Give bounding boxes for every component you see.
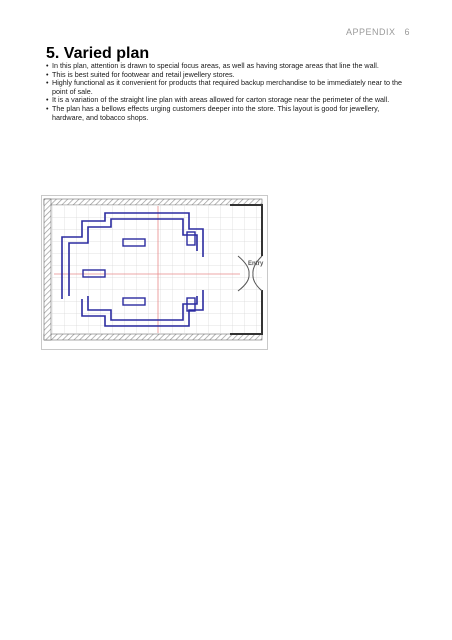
wall-top bbox=[44, 199, 262, 205]
wall-bottom bbox=[44, 334, 262, 340]
bullet-list bbox=[46, 62, 406, 122]
list-item: • Highly functional as it convenient for products that required backup merchandise to be immediately near to the point of sale. bbox=[46, 79, 406, 96]
page-header bbox=[346, 27, 410, 37]
list-item: • It is a variation of the straight line plan with areas allowed for carton storage near the perimeter of the wall. bbox=[46, 96, 406, 105]
list-item: • This is best suited for footwear and retail jewellery stores. bbox=[46, 71, 406, 80]
floor-plan-diagram bbox=[42, 196, 267, 349]
list-item: • The plan has a bellows effects urging customers deeper into the store. This layout is good for jewellery, hardware, and tobacco shops. bbox=[46, 105, 406, 122]
appendix-label: APPENDIX bbox=[345, 27, 396, 37]
wall-left bbox=[44, 199, 51, 340]
page-number: 6 bbox=[404, 27, 410, 37]
section-title: 5. Varied plan bbox=[46, 45, 150, 62]
list-item: • In this plan, attention is drawn to special focus areas, as well as having storage areas that line the wall. bbox=[46, 62, 406, 71]
entry-label: Entry bbox=[248, 261, 264, 267]
floor-plan-figure bbox=[41, 195, 268, 350]
